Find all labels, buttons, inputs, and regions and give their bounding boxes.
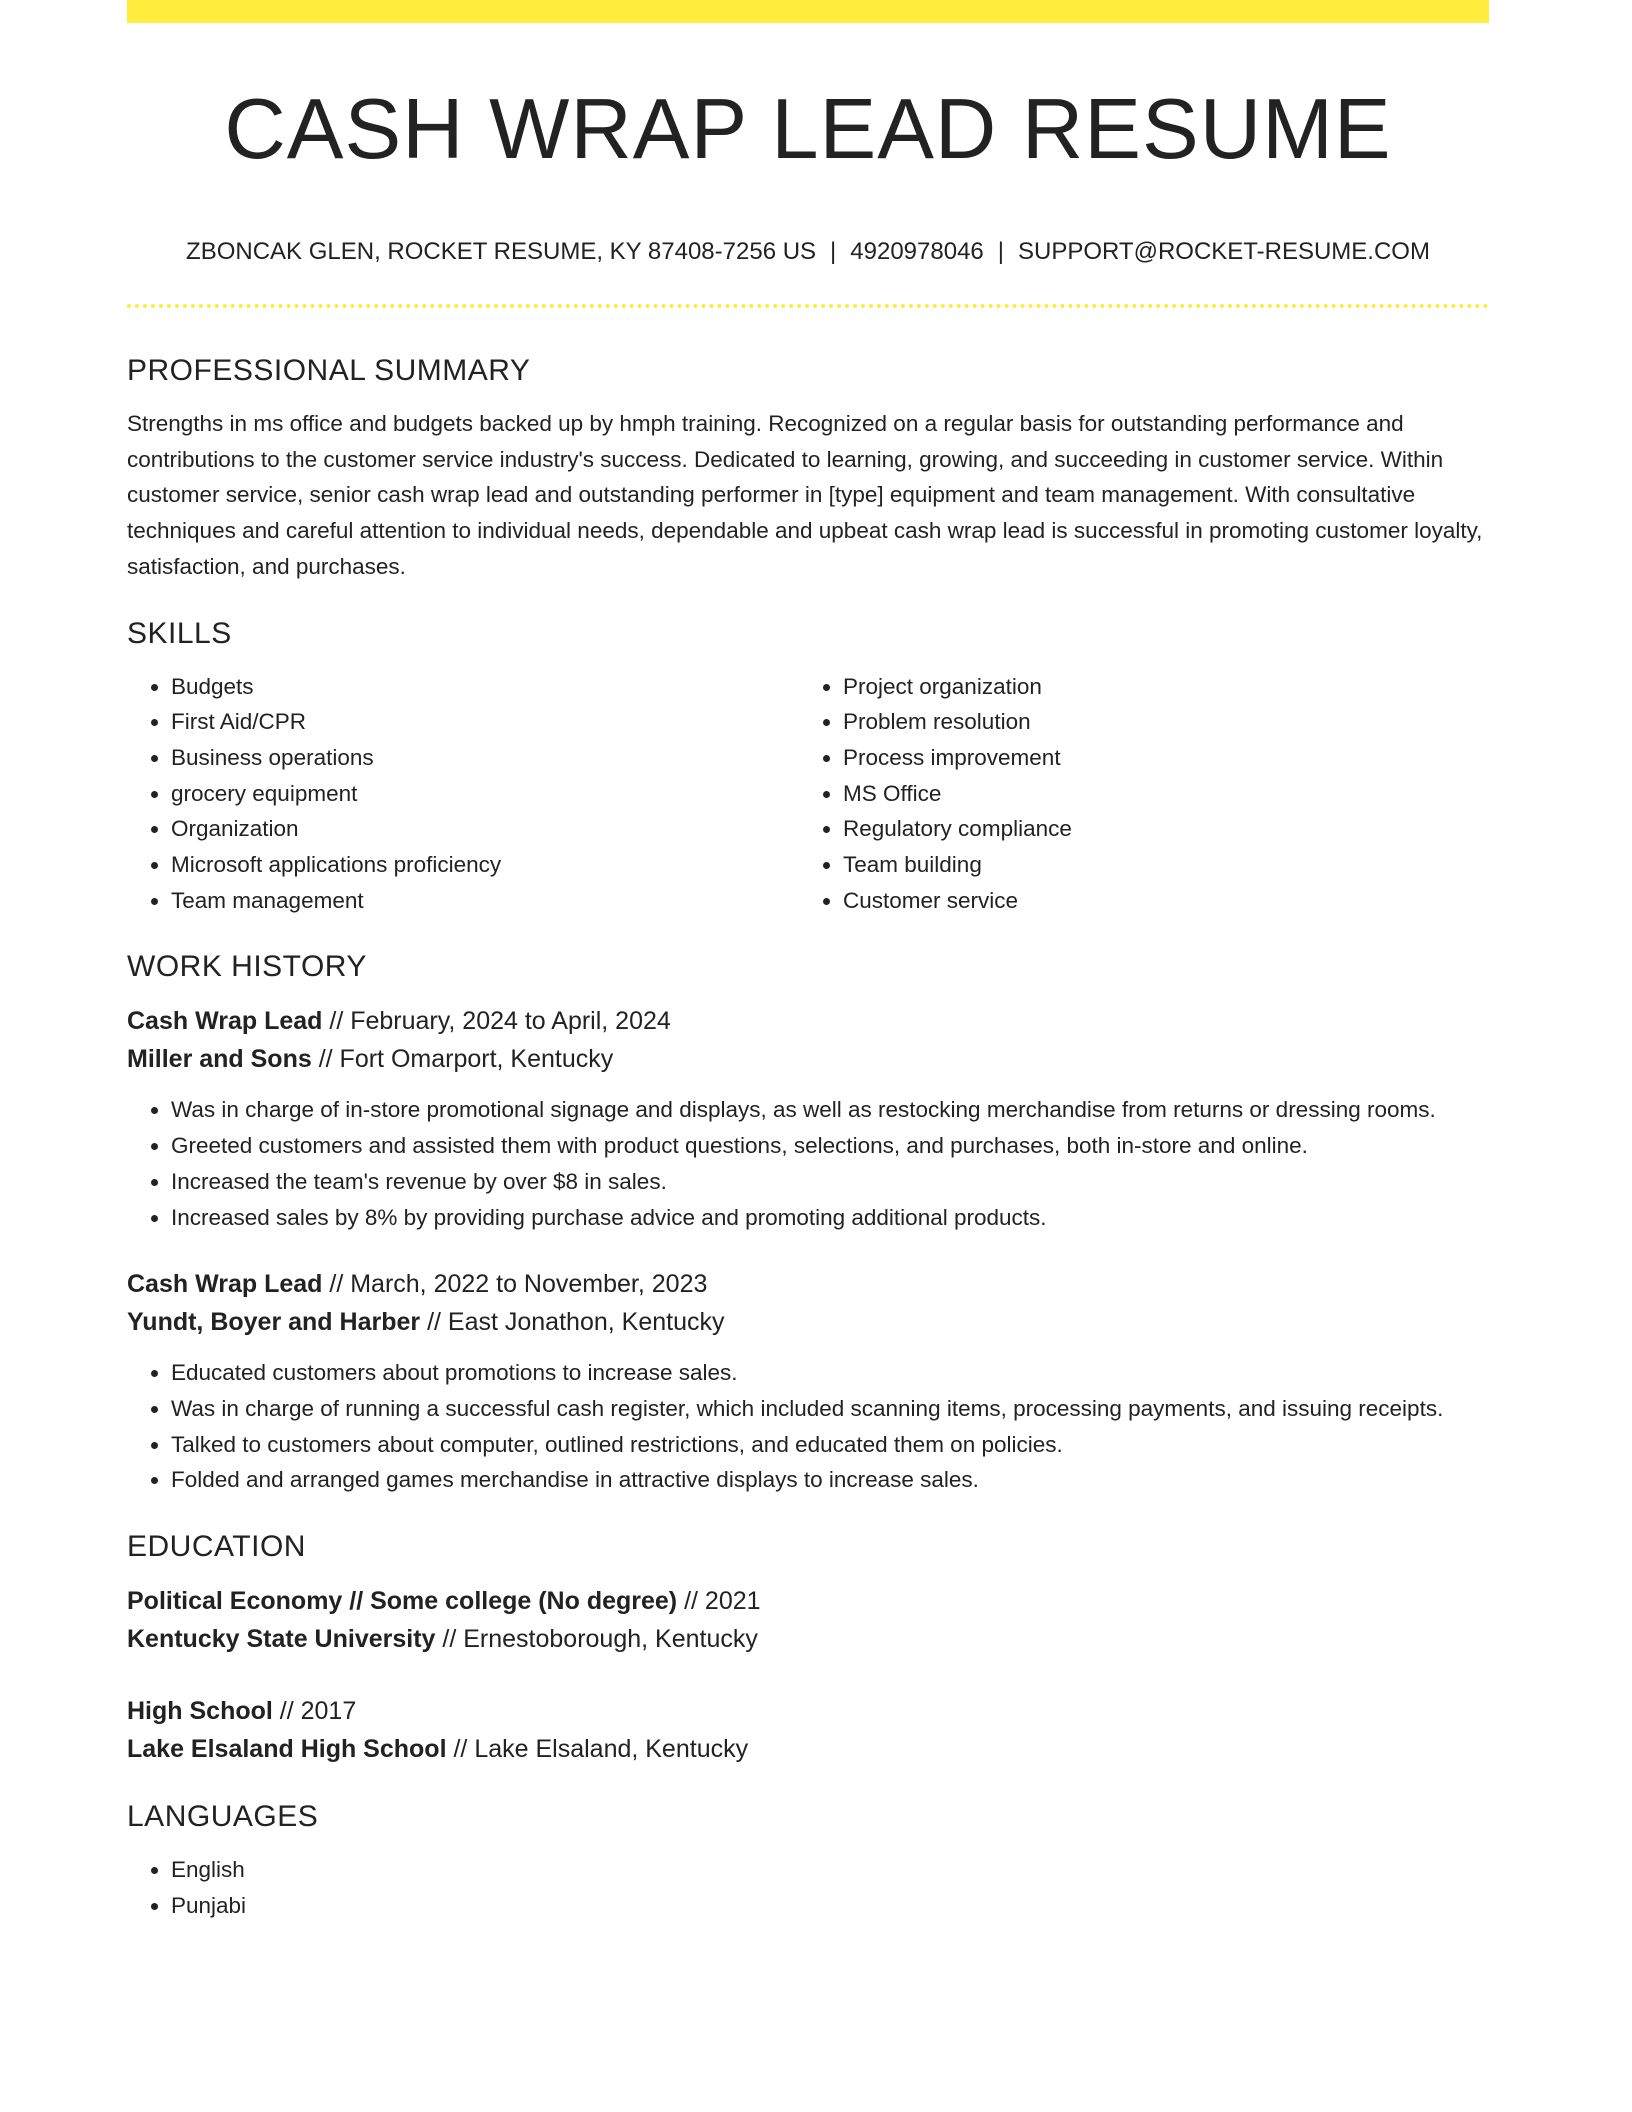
contact-address: ZBONCAK GLEN, ROCKET RESUME, KY 87408-7256 US (186, 238, 817, 265)
job-company-line (127, 1303, 1489, 1341)
education-year: // 2021 (677, 1587, 761, 1616)
languages-section (127, 1796, 1489, 1923)
education-school-line (127, 1730, 1489, 1768)
page-title: CASH WRAP LEAD RESUME (224, 82, 1392, 177)
contact-line (127, 236, 1489, 268)
resume-body (127, 350, 1489, 1923)
skill-item: • Business operations (171, 740, 799, 776)
education-degree: High School (127, 1697, 273, 1726)
language-item: • English (171, 1852, 1489, 1888)
job-company-line (127, 1040, 1489, 1078)
skill-item: • grocery equipment (171, 776, 799, 812)
skill-item: • MS Office (843, 776, 1471, 812)
education-school: Kentucky State University (127, 1625, 436, 1654)
languages-list (127, 1852, 1489, 1923)
job-bullet: • Was in charge of running a successful cash register, which included scanning items, processing payments, and issuing receipts. (171, 1391, 1489, 1427)
skill-item: • Team management (171, 883, 799, 919)
job-company: Yundt, Boyer and Harber (127, 1308, 421, 1337)
skill-item: • Microsoft applications proficiency (171, 847, 799, 883)
education-degree-line (127, 1582, 1489, 1620)
language-item: • Punjabi (171, 1888, 1489, 1924)
skill-item: • Team building (843, 847, 1471, 883)
job-title: Cash Wrap Lead (127, 1270, 323, 1299)
job-company: Miller and Sons (127, 1045, 312, 1074)
job-bullet: • Increased sales by 8% by providing purchase advice and promoting additional products. (171, 1200, 1489, 1236)
skill-item: • Regulatory compliance (843, 811, 1471, 847)
skill-item: • Process improvement (843, 740, 1471, 776)
job-bullets (127, 1355, 1489, 1498)
job-dates: // March, 2022 to November, 2023 (322, 1270, 708, 1299)
education-entry (127, 1692, 1489, 1768)
skill-item: • Project organization (843, 669, 1471, 705)
job-entry (127, 1265, 1489, 1498)
job-title-line (127, 1265, 1489, 1303)
work-history-section (127, 946, 1489, 1498)
job-bullet: • Talked to customers about computer, outlined restrictions, and educated them on policies. (171, 1427, 1489, 1463)
contact-separator: | (830, 238, 837, 265)
skills-list-left (127, 669, 799, 919)
education-entry (127, 1582, 1489, 1658)
skill-item: • Organization (171, 811, 799, 847)
section-heading-summary: PROFESSIONAL SUMMARY (127, 354, 531, 387)
skill-item: • First Aid/CPR (171, 704, 799, 740)
section-heading-languages: LANGUAGES (127, 1800, 319, 1834)
skills-columns (127, 655, 1489, 919)
contact-separator: | (997, 238, 1004, 265)
job-dates: // February, 2024 to April, 2024 (322, 1007, 671, 1036)
skill-item: • Problem resolution (843, 704, 1471, 740)
skill-item: • Customer service (843, 883, 1471, 919)
job-bullets (127, 1092, 1489, 1235)
education-section (127, 1526, 1489, 1768)
education-degree: Political Economy // Some college (No degree) (127, 1587, 678, 1616)
education-degree-line (127, 1692, 1489, 1730)
job-location: // East Jonathon, Kentucky (420, 1308, 725, 1337)
job-bullet: • Was in charge of in-store promotional signage and displays, as well as restocking merchandise from returns or dressing rooms. (171, 1092, 1489, 1128)
contact-phone: 4920978046 (850, 238, 984, 265)
accent-top-bar (127, 0, 1489, 23)
education-school-line (127, 1620, 1489, 1658)
skills-list-right (799, 669, 1471, 919)
job-bullet: • Increased the team's revenue by over $8 in sales. (171, 1164, 1489, 1200)
job-bullet: • Greeted customers and assisted them with product questions, selections, and purchases, both in-store and online. (171, 1128, 1489, 1164)
education-school: Lake Elsaland High School (127, 1735, 447, 1764)
skills-section (127, 613, 1489, 919)
skill-item: • Budgets (171, 669, 799, 705)
dotted-divider (127, 304, 1489, 308)
section-heading-education: EDUCATION (127, 1530, 306, 1564)
education-location: // Ernestoborough, Kentucky (435, 1625, 758, 1654)
job-title: Cash Wrap Lead (127, 1007, 323, 1036)
job-bullet: • Educated customers about promotions to increase sales. (171, 1355, 1489, 1391)
job-title-line (127, 1002, 1489, 1040)
summary-text: Strengths in ms office and budgets backed up by hmph training. Recognized on a regular basis for outstanding performance and contributions to the customer service industry's success. Dedicated to learning, growing, and succeeding in customer service. Within customer service, senior cash wrap lead and outstanding performer in [type] equipment and team management. With consultative techniques and careful attention to individual needs, dependable and upbeat cash wrap lead is successful in promoting customer loyalty, satisfaction, and purchases. (127, 411, 1483, 579)
job-entry (127, 1002, 1489, 1235)
job-location: // Fort Omarport, Kentucky (311, 1045, 614, 1074)
summary-section (127, 350, 1489, 585)
contact-email: SUPPORT@ROCKET-RESUME.COM (1018, 238, 1430, 265)
section-heading-skills: SKILLS (127, 616, 232, 650)
job-bullet: • Folded and arranged games merchandise in attractive displays to increase sales. (171, 1462, 1489, 1498)
section-heading-work-history: WORK HISTORY (127, 950, 367, 984)
education-location: // Lake Elsaland, Kentucky (446, 1735, 749, 1764)
education-year: // 2017 (272, 1697, 357, 1726)
